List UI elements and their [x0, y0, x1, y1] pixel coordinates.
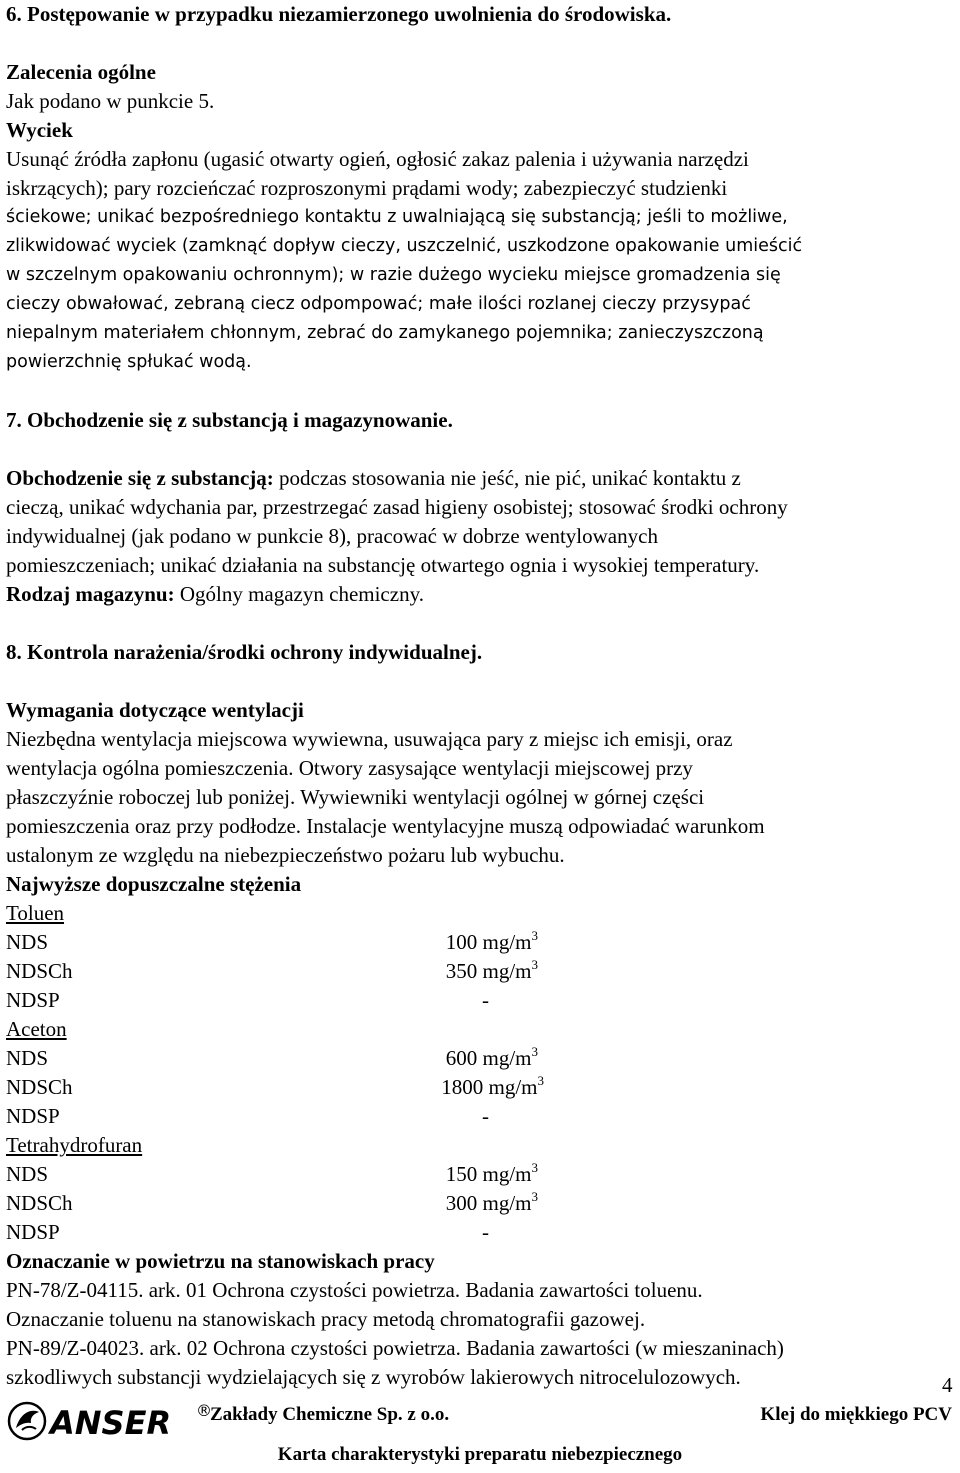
limit-row: [6, 1218, 950, 1247]
handling-first-line: podczas stosowania nie jeść, nie pić, unikać kontaktu z: [273, 466, 741, 490]
limit-row: [6, 1073, 950, 1102]
page-number: 4: [942, 1373, 953, 1397]
limit-value: 150 $mg/m^3$: [445, 1160, 538, 1186]
handling-line: indywidualnej (jak podano w punkcie 8), pracować w dobrze wentylowanych: [6, 524, 658, 548]
limit-row: [6, 1044, 950, 1073]
document-type: Karta charakterystyki preparatu niebezpiecznego: [277, 1444, 683, 1465]
company-name: Zakłady Chemiczne Sp. z o.o.: [210, 1404, 450, 1425]
limit-row: [6, 957, 950, 986]
ventilation-line: wentylacja ogólna pomieszczenia. Otwory zasysające wentylacji miejscowej przy: [6, 756, 693, 780]
leak-line: w szczelnym opakowaniu ochronnym); w razie dużego wycieku miejsce gromadzenia się: [6, 265, 781, 285]
limit-value: -: [482, 1104, 489, 1128]
limit-key: NDS: [6, 1046, 49, 1070]
section-7-heading: 7. Obchodzenie się z substancją i magazynowanie.: [6, 408, 453, 432]
limit-value: 600 $mg/m^3$: [445, 1044, 538, 1070]
substance-name-aceton: Aceton: [6, 1017, 67, 1041]
measurement-line: PN-89/Z-04023. ark. 02 Ochrona czystości powietrza. Badania zawartości (w mieszaninach): [6, 1336, 784, 1360]
limit-row: [6, 1160, 950, 1189]
measurement-line: szkodliwych substancji wydzielających się z wyrobów lakierowych nitrocelulozowych.: [6, 1365, 741, 1389]
limit-row: [6, 986, 950, 1015]
limit-key: NDSCh: [6, 959, 73, 983]
limit-key: NDSCh: [6, 1191, 73, 1215]
leak-line: iskrzących); pary rozcieńczać rozproszonymi prądami wody; zabezpieczyć studzienki: [6, 176, 728, 200]
limit-key: NDSP: [6, 1220, 60, 1244]
handling-label: Obchodzenie się z substancją:: [6, 466, 274, 490]
measurement-line: PN-78/Z-04115. ark. 01 Ochrona czystości powietrza. Badania zawartości toluenu.: [6, 1278, 703, 1302]
storage-text: Ogólny magazyn chemiczny.: [174, 582, 424, 606]
section-6-heading: 6. Postępowanie w przypadku niezamierzonego uwolnienia do środowiska.: [6, 2, 672, 26]
ventilation-line: płaszczyźnie roboczej lub poniżej. Wywiewniki wentylacji ogólnej w górnej części: [6, 785, 705, 809]
document-body: [6, 0, 950, 1392]
limit-key: NDS: [6, 1162, 49, 1186]
limit-value: 300 $mg/m^3$: [445, 1189, 538, 1215]
limit-key: NDS: [6, 930, 49, 954]
leak-line: powierzchnię spłukać wodą.: [6, 352, 252, 372]
substance-name-toluen: Toluen: [6, 901, 65, 925]
limit-value: 350 $mg/m^3$: [445, 957, 538, 983]
limit-key: NDSCh: [6, 1075, 73, 1099]
limit-row: [6, 928, 950, 957]
leak-line: niepalnym materiałem chłonnym, zebrać do zamykanego pojemnika; zanieczyszczoną: [6, 323, 764, 343]
registered-mark: ®: [196, 1401, 212, 1420]
limit-row: [6, 1189, 950, 1218]
measurement-line: Oznaczanie toluenu na stanowiskach pracy metodą chromatografii gazowej.: [6, 1307, 646, 1331]
limit-value: -: [482, 988, 489, 1012]
limit-key: NDSP: [6, 1104, 60, 1128]
limit-row: [6, 1102, 950, 1131]
handling-line: cieczą, unikać wdychania par, przestrzegać zasad higieny osobistej; stosować środki ochrony: [6, 495, 788, 519]
page-footer: [0, 1398, 960, 1473]
general-recommendations-text: Jak podano w punkcie 5.: [6, 89, 215, 113]
limit-key: NDSP: [6, 988, 60, 1012]
logo-wordmark: ANSER: [50, 1404, 172, 1442]
air-measurement-title: Oznaczanie w powietrzu na stanowiskach pracy: [6, 1249, 435, 1273]
limit-value: 1800 $mg/m^3$: [441, 1073, 544, 1099]
ventilation-line: pomieszczenia oraz przy podłodze. Instalacje wentylacyjne muszą odpowiadać warunkom: [6, 814, 765, 838]
substance-name-tetrahydrofuran: Tetrahydrofuran: [6, 1133, 143, 1157]
leak-line: cieczy obwałować, zebraną ciecz odpompować; małe ilości rozlanej cieczy przysypać: [6, 294, 751, 314]
storage-paragraph: [6, 580, 950, 609]
product-name: Klej do miękkiego PCV: [760, 1404, 952, 1425]
handling-line: pomieszczeniach; unikać działania na substancję otwartego ognia i wysokiej temperatury.: [6, 553, 760, 577]
leak-line: zlikwidować wyciek (zamknąć dopływ cieczy, uszczelnić, uszkodzone opakowanie umieścić: [6, 236, 803, 256]
exposure-limits-title: Najwyższe dopuszczalne stężenia: [6, 872, 302, 896]
ventilation-line: ustalonym ze względu na niebezpieczeństwo pożaru lub wybuchu.: [6, 843, 565, 867]
leak-line: ściekowe; unikać bezpośredniego kontaktu z uwalniającą się substancją; jeśli to możliwe,: [6, 207, 788, 227]
limit-value: -: [482, 1220, 489, 1244]
handling-paragraph: [6, 464, 950, 493]
limit-value: 100 $mg/m^3$: [445, 928, 538, 954]
section-8-heading: 8. Kontrola narażenia/środki ochrony indywidualnej.: [6, 640, 483, 664]
storage-label: Rodzaj magazynu:: [6, 582, 175, 606]
ventilation-line: Niezbędna wentylacja miejscowa wywiewna, usuwająca pary z miejsc ich emisji, oraz: [6, 727, 733, 751]
leak-line: Usunąć źródła zapłonu (ugasić otwarty ogień, ogłosić zakaz palenia i używania narzędzi: [6, 147, 749, 171]
leak-title: Wyciek: [6, 118, 73, 142]
ventilation-title: Wymagania dotyczące wentylacji: [6, 698, 304, 722]
general-recommendations-title: Zalecenia ogólne: [6, 60, 156, 84]
